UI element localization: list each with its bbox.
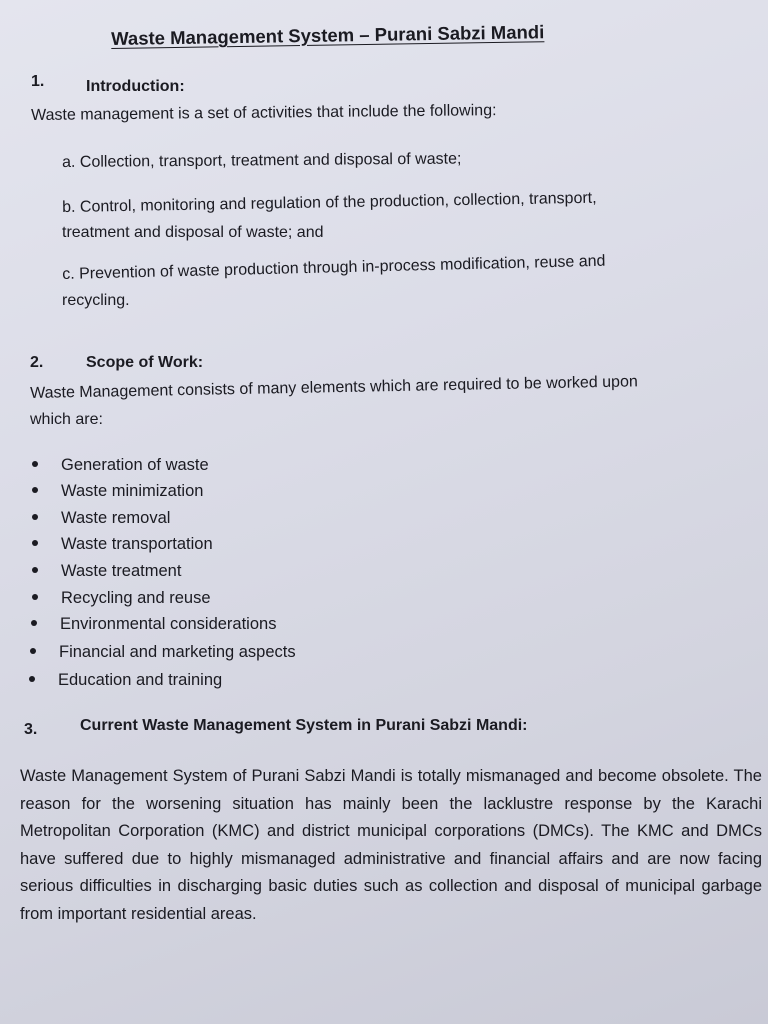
scope-list-item-label: Generation of waste (61, 456, 209, 474)
scope-list-item (32, 589, 211, 608)
bullet-icon (32, 594, 38, 600)
scope-list-item (32, 509, 170, 528)
scope-list-item (32, 535, 213, 554)
scope-list-item (32, 482, 203, 501)
section-1-item-b-line1: b. Control, monitoring and regulation of the production, collection, transport, (62, 189, 597, 216)
bullet-icon (31, 620, 37, 626)
document-title: Waste Management System – Purani Sabzi Mandi (111, 21, 545, 49)
scope-list-item-label: Waste treatment (61, 562, 182, 580)
bullet-icon (30, 648, 36, 654)
section-3-number: 3. (24, 721, 38, 738)
scope-list-item-label: Education and training (58, 671, 223, 689)
scope-list-item (30, 643, 296, 662)
scope-list-item-label: Financial and marketing aspects (59, 643, 296, 661)
section-1-item-c-line1: c. Prevention of waste production through in-process modification, reuse and (62, 252, 606, 283)
section-1-item-a: a. Collection, transport, treatment and disposal of waste; (62, 150, 462, 171)
bullet-icon (32, 514, 38, 520)
scope-list-item-label: Environmental considerations (60, 615, 277, 633)
section-3-paragraph: Waste Management System of Purani Sabzi Mandi is totally mismanaged and become obsolete. The reason for the worsening situation has mainly been the lacklustre response by the Karachi Metropolitan Corporation (KMC) and district municipal corporations (DMCs). The KMC and DMCs have suffered due to highly mismanaged administrative and financial affairs and are now facing serious difficulties in discharging basic duties such as collection and disposal of municipal garbage from important residential areas. (20, 767, 762, 923)
scope-list-item-label: Recycling and reuse (61, 589, 211, 607)
scope-list-item (29, 671, 222, 690)
section-2-intro-line2: which are: (30, 411, 103, 428)
section-1-heading: Introduction: (86, 78, 185, 95)
section-1-item-c-line2: recycling. (62, 292, 130, 309)
section-2-number: 2. (30, 354, 44, 371)
scope-list-item-label: Waste removal (61, 509, 171, 527)
scope-list-item-label: Waste transportation (61, 535, 213, 553)
scope-list-item (31, 615, 276, 634)
section-1-number: 1. (31, 73, 45, 90)
bullet-icon (32, 461, 38, 467)
section-1-item-b-line2: treatment and disposal of waste; and (62, 224, 324, 241)
bullet-icon (32, 540, 38, 546)
section-1-intro: Waste management is a set of activities that include the following: (31, 102, 497, 124)
scope-list-item-label: Waste minimization (61, 482, 204, 500)
scope-list-item (32, 456, 209, 475)
bullet-icon (32, 487, 38, 493)
section-3-heading: Current Waste Management System in Purani Sabzi Mandi: (80, 717, 528, 734)
scope-list-item (32, 562, 181, 581)
bullet-icon (32, 567, 38, 573)
section-2-intro-line1: Waste Management consists of many elements which are required to be worked upon (30, 373, 638, 402)
bullet-icon (29, 676, 35, 682)
section-2-heading: Scope of Work: (86, 354, 204, 371)
